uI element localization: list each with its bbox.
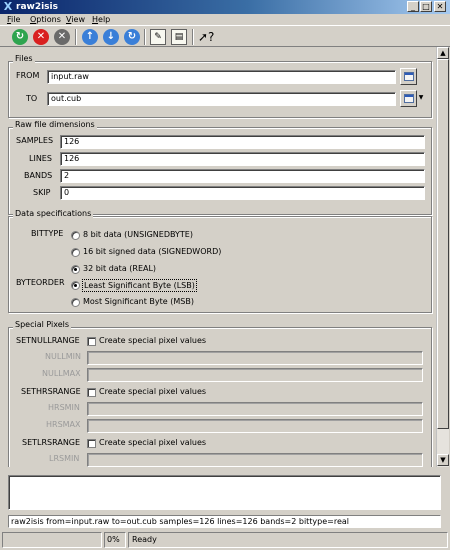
down-arrow-icon[interactable]: ↓ xyxy=(103,29,119,45)
byteorder-lsb-label[interactable]: Least Significant Byte (LSB) xyxy=(84,281,195,290)
setnullrange-checkbox-label[interactable]: Create special pixel values xyxy=(99,336,207,345)
window-title: raw2isis xyxy=(16,2,58,12)
scroll-down-icon[interactable]: ▼ xyxy=(437,454,449,466)
command-line[interactable]: raw2isis from=input.raw to=out.cub samples=126 lines=126 bands=2 bittype=real xyxy=(8,515,441,528)
hrsmax-input xyxy=(87,419,423,433)
byteorder-msb-radio[interactable] xyxy=(71,298,80,307)
status-bar xyxy=(0,531,450,550)
bittype-16bit-label[interactable]: 16 bit signed data (SIGNEDWORD) xyxy=(83,247,222,256)
sethrsrange-label: SETHRSRANGE xyxy=(21,387,81,396)
bittype-8bit-label[interactable]: 8 bit data (UNSIGNEDBYTE) xyxy=(83,230,193,239)
files-group-title: Files xyxy=(15,54,33,63)
nullmin-input xyxy=(87,351,423,365)
reset-icon[interactable]: ✕ xyxy=(54,29,70,45)
nullmax-label: NULLMAX xyxy=(42,369,81,378)
menu-file[interactable]: File xyxy=(7,15,21,24)
bittype-16bit-radio[interactable] xyxy=(71,248,80,257)
close-button[interactable]: ✕ xyxy=(434,1,446,12)
setlrsrange-checkbox-label[interactable]: Create special pixel values xyxy=(99,438,207,447)
nullmin-label: NULLMIN xyxy=(45,352,81,361)
to-input[interactable]: out.cub xyxy=(47,92,396,106)
setlrsrange-label: SETLRSRANGE xyxy=(22,438,81,447)
from-browse-button[interactable] xyxy=(400,68,417,85)
lrsmin-label: LRSMIN xyxy=(49,454,80,463)
from-input[interactable]: input.raw xyxy=(47,70,396,84)
samples-label: SAMPLES xyxy=(16,136,54,145)
hrsmin-label: HRSMIN xyxy=(48,403,80,412)
folder-icon xyxy=(404,94,414,103)
toolbar xyxy=(0,25,450,47)
sethrsrange-checkbox-label[interactable]: Create special pixel values xyxy=(99,387,207,396)
special-pixels-group-title: Special Pixels xyxy=(15,320,70,329)
to-label: TO xyxy=(26,94,38,103)
run-icon[interactable]: ↻ xyxy=(12,29,28,45)
sethrsrange-checkbox[interactable] xyxy=(87,388,96,397)
toolbar-separator xyxy=(75,29,77,45)
lines-label: LINES xyxy=(29,154,52,163)
bands-input[interactable]: 2 xyxy=(60,169,425,183)
setnullrange-label: SETNULLRANGE xyxy=(16,336,80,345)
refresh-icon[interactable]: ↻ xyxy=(124,29,140,45)
bittype-32bit-label[interactable]: 32 bit data (REAL) xyxy=(83,264,157,273)
chevron-down-icon[interactable]: ▼ xyxy=(418,94,424,101)
parameter-panel xyxy=(1,47,449,467)
bittype-label: BITTYPE xyxy=(31,229,64,238)
setnullrange-checkbox[interactable] xyxy=(87,337,96,346)
toolbar-separator xyxy=(144,29,146,45)
scroll-up-icon[interactable]: ▲ xyxy=(437,47,449,59)
hrsmin-input xyxy=(87,402,423,416)
edit-icon[interactable]: ✎ xyxy=(150,29,166,45)
bands-label: BANDS xyxy=(24,171,53,180)
raw-dimensions-group-title: Raw file dimensions xyxy=(15,120,95,129)
status-message: Ready xyxy=(128,532,448,548)
lrsmin-input xyxy=(87,453,423,467)
vertical-scrollbar[interactable] xyxy=(436,47,449,467)
skip-input[interactable]: 0 xyxy=(60,186,425,200)
menu-options[interactable]: Options xyxy=(30,15,61,24)
title-bar[interactable] xyxy=(0,0,450,14)
bittype-32bit-radio[interactable] xyxy=(71,265,80,274)
byteorder-label: BYTEORDER xyxy=(16,278,65,287)
status-empty-cell xyxy=(2,532,102,548)
nullmax-input xyxy=(87,368,423,382)
menu-view[interactable]: View xyxy=(66,15,85,24)
menu-bar xyxy=(0,14,450,25)
bittype-8bit-radio[interactable] xyxy=(71,231,80,240)
app-icon: X xyxy=(3,0,13,13)
byteorder-lsb-radio[interactable] xyxy=(71,281,80,290)
up-arrow-icon[interactable]: ↑ xyxy=(82,29,98,45)
maximize-button[interactable]: □ xyxy=(420,1,432,12)
log-output[interactable] xyxy=(8,475,441,510)
skip-label: SKIP xyxy=(33,188,51,197)
to-browse-button[interactable] xyxy=(400,90,417,107)
parameters-icon[interactable]: ▤ xyxy=(171,29,187,45)
data-spec-group-title: Data specifications xyxy=(15,209,92,218)
samples-input[interactable]: 126 xyxy=(60,135,425,149)
progress-percent: 0% xyxy=(104,532,126,548)
from-label: FROM xyxy=(16,71,40,80)
whats-this-icon[interactable]: ➚? xyxy=(198,30,215,44)
byteorder-msb-label[interactable]: Most Significant Byte (MSB) xyxy=(83,297,194,306)
stop-icon[interactable]: ✕ xyxy=(33,29,49,45)
scrollbar-thumb[interactable] xyxy=(437,59,449,429)
setlrsrange-checkbox[interactable] xyxy=(87,439,96,448)
menu-help[interactable]: Help xyxy=(92,15,111,24)
folder-icon xyxy=(404,72,414,81)
minimize-button[interactable]: _ xyxy=(407,1,419,12)
toolbar-separator xyxy=(192,29,194,45)
lines-input[interactable]: 126 xyxy=(60,152,425,166)
hrsmax-label: HRSMAX xyxy=(46,420,81,429)
